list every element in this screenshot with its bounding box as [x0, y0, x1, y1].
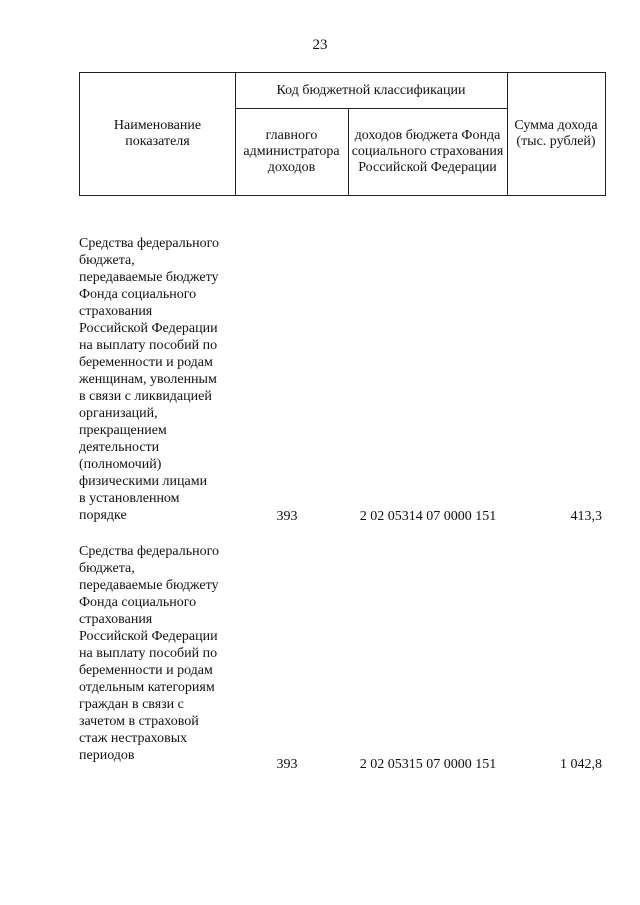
row-amount: 1 042,8 — [560, 757, 602, 772]
row-amount: 413,3 — [570, 509, 602, 524]
table-header — [79, 72, 606, 196]
header-sum: Сумма дохода (тыс. рублей) — [507, 72, 606, 196]
header-admin: главного администратора доходов — [235, 108, 349, 196]
header-code-group: Код бюджетной классификации — [235, 72, 508, 109]
header-name: Наименование показателя — [79, 72, 236, 196]
row-income-code: 2 02 05315 07 0000 151 — [359, 757, 497, 772]
row-name: Средства федерального бюджета, передаваемые бюджету Фонда социального страхования Российской Федерации на выплату пособий по беременности и родам женщинам, уволенным в связи с ликвидацией организаций, прекращением деятельности (полномочий) физическими лицами в установленном порядке — [79, 236, 219, 523]
row-name: Средства федерального бюджета, передаваемые бюджету Фонда социального страхования Российской Федерации на выплату пособий по беременности и родам отдельным категориям граждан в связи с зачетом в страховой стаж нестраховых периодов — [79, 544, 219, 763]
table-row — [79, 235, 606, 525]
table-row — [79, 543, 606, 773]
row-income-code: 2 02 05314 07 0000 151 — [359, 509, 497, 524]
page-number: 23 — [312, 37, 328, 53]
row-admin-code: 393 — [276, 757, 298, 772]
header-fund-income: доходов бюджета Фонда социального страхования Российской Федерации — [348, 108, 508, 196]
row-admin-code: 393 — [276, 509, 298, 524]
